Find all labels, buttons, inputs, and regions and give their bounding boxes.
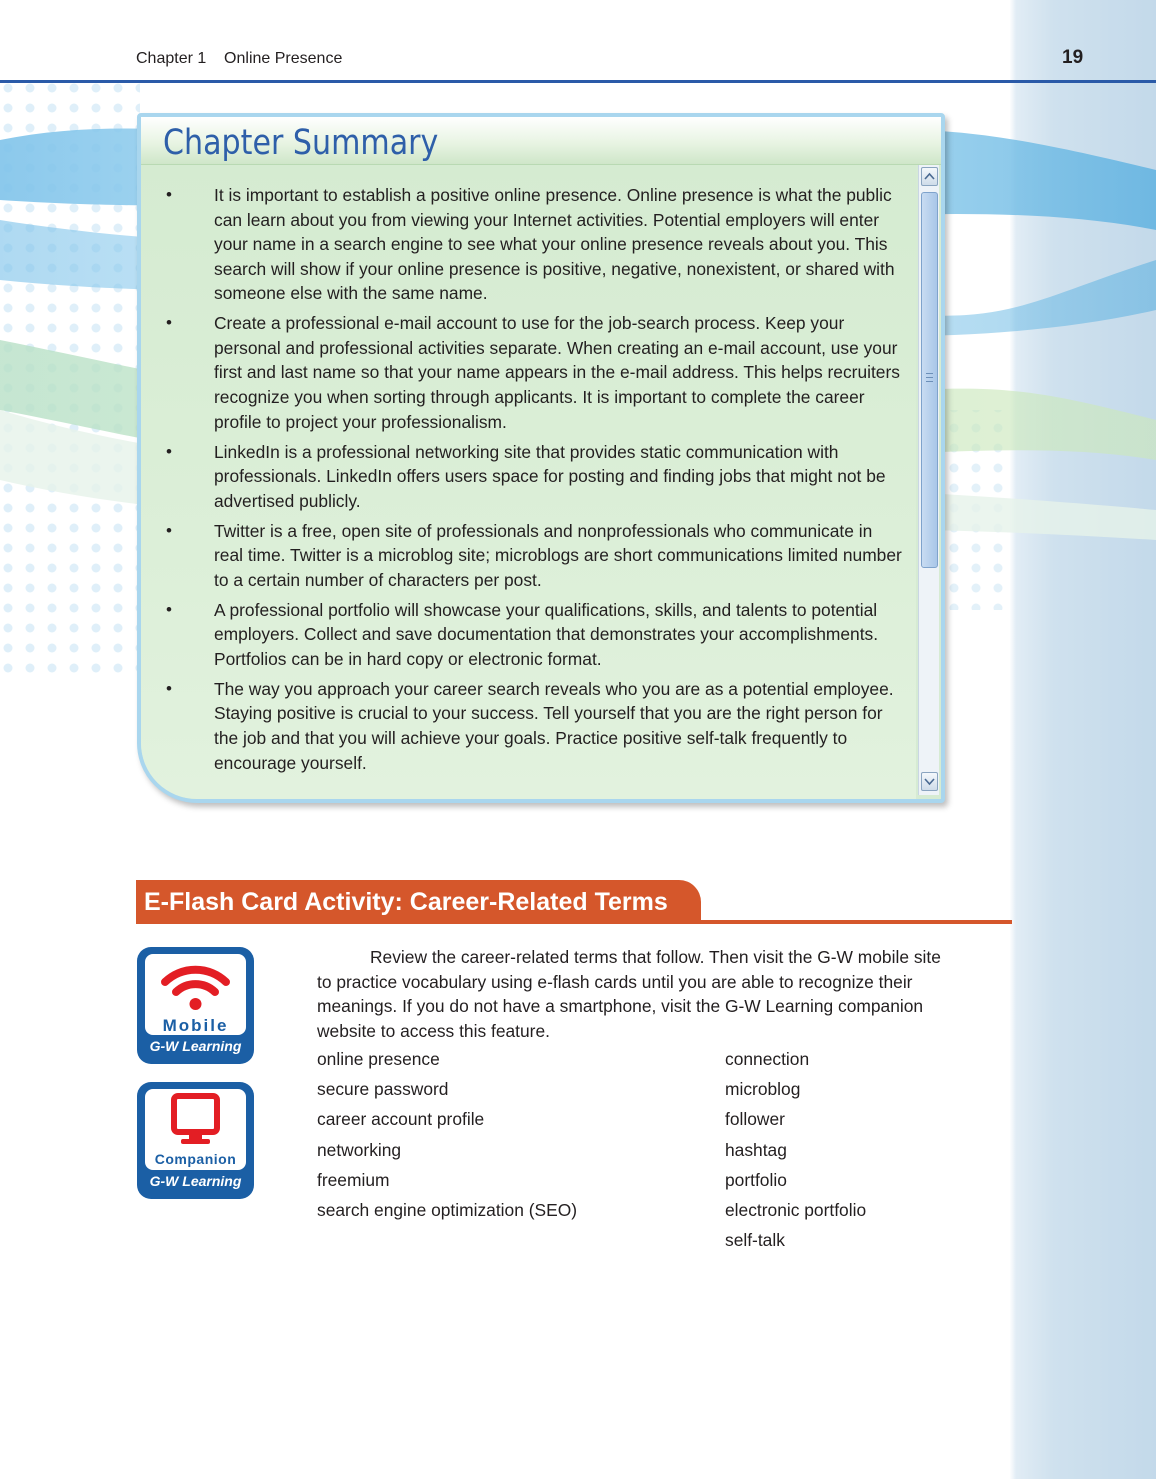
term-item: portfolio	[725, 1169, 787, 1190]
mobile-badge-inner	[145, 954, 246, 1035]
terms-list-right	[725, 1047, 985, 1258]
term-item: microblog	[725, 1079, 801, 1100]
term-item: networking	[317, 1139, 402, 1160]
chapter-title: Online Presence	[224, 50, 343, 67]
page-number: 19	[1062, 47, 1084, 68]
summary-item-text: LinkedIn is a professional networking site that provides static communication with professionals. LinkedIn offers users space for posting and finding jobs that might not be advertised publicly.	[214, 441, 886, 511]
summary-item-text: Twitter is a free, open site of professionals and nonprofessionals who communicate in real time. Twitter is a microblog site; microblogs are short communications limited number to a certain number of characters per post.	[214, 520, 902, 590]
chapter-label: Chapter 1	[136, 50, 207, 67]
summary-title-bar	[141, 117, 941, 165]
mobile-badge-caption: G-W Learning	[149, 1038, 242, 1054]
scroll-up-button[interactable]	[921, 167, 938, 186]
header-rule	[0, 80, 1156, 83]
term-item: freemium	[317, 1169, 390, 1190]
summary-scrollbar[interactable]	[918, 165, 939, 795]
bullet: •	[166, 313, 172, 333]
bullet: •	[166, 185, 172, 204]
monitor-icon	[145, 1089, 246, 1151]
summary-list	[141, 183, 916, 780]
eflash-title: E-Flash Card Activity: Career-Related Terms	[144, 888, 668, 916]
mobile-badge[interactable]	[137, 947, 254, 1064]
companion-badge-inner	[145, 1089, 246, 1170]
term-item: connection	[725, 1049, 810, 1069]
summary-item	[141, 677, 916, 775]
wifi-icon	[145, 954, 246, 1016]
summary-item-text: A professional portfolio will showcase your qualifications, skills, and talents to potential employers. Collect and save documentation that demonstrates your accomplishments. Portfolios can be in hard copy or electronic format.	[214, 599, 879, 669]
chevron-down-icon	[922, 773, 937, 790]
summary-item	[141, 440, 916, 514]
summary-item-text: The way you approach your career search reveals who you are as a potential employee. Staying positive is crucial to your success. Tell yourself that you are the right person for the job and that you will achieve your goals. Practice positive self-talk frequently to encourage yourself.	[214, 678, 894, 773]
term-item: secure password	[317, 1079, 449, 1100]
scroll-down-button[interactable]	[921, 772, 938, 791]
term-item: career account profile	[317, 1109, 485, 1130]
scroll-grip-icon	[926, 373, 933, 382]
companion-badge-caption: G-W Learning	[149, 1173, 242, 1189]
chevron-up-icon	[922, 168, 937, 185]
summary-item-text: Create a professional e-mail account to use for the job-search process. Keep your personal and professional activities separate. When creating an e-mail account, use your first and last name so that your name appears in the e-mail address. This helps recruiters recognize you when sorting through applicants. It is important to complete the career profile to project your professionalism.	[214, 313, 900, 432]
eflash-intro: Review the career-related terms that follow. Then visit the G-W mobile site to practice vocabulary using e-flash cards until you are able to recognize their meanings. If you do not have a smartphone, visit the G-W Learning companion website to access this feature.	[317, 947, 941, 1041]
term-item: self-talk	[725, 1230, 785, 1251]
summary-body	[141, 165, 916, 800]
bullet: •	[166, 441, 172, 461]
scroll-thumb[interactable]	[921, 192, 938, 568]
term-item: search engine optimization (SEO)	[317, 1199, 578, 1220]
term-item: follower	[725, 1109, 785, 1130]
bullet: •	[166, 520, 172, 540]
summary-item	[141, 519, 916, 593]
chapter-summary-panel	[137, 113, 945, 803]
term-item: electronic portfolio	[725, 1199, 867, 1220]
term-item: hashtag	[725, 1139, 787, 1160]
terms-list-left	[317, 1047, 677, 1228]
summary-item	[141, 183, 916, 306]
summary-item-text: It is important to establish a positive online presence. Online presence is what the public can learn about you from viewing your Internet activities. Potential employers will enter your name in a search engine to see what your online presence reveals about you. This search will show if your online presence is positive, negative, nonexistent, or shared with someone else with the same name.	[214, 185, 895, 304]
mobile-badge-word: Mobile	[162, 1016, 229, 1035]
summary-item	[141, 311, 916, 434]
summary-item	[141, 598, 916, 672]
running-head	[136, 50, 342, 68]
eflash-heading-tab	[136, 880, 701, 924]
companion-badge[interactable]	[137, 1082, 254, 1199]
companion-badge-word: Companion	[154, 1151, 237, 1167]
bullet: •	[166, 599, 172, 619]
term-item: online presence	[317, 1049, 440, 1069]
summary-title: Chapter Summary	[163, 123, 439, 163]
bullet: •	[166, 678, 172, 698]
